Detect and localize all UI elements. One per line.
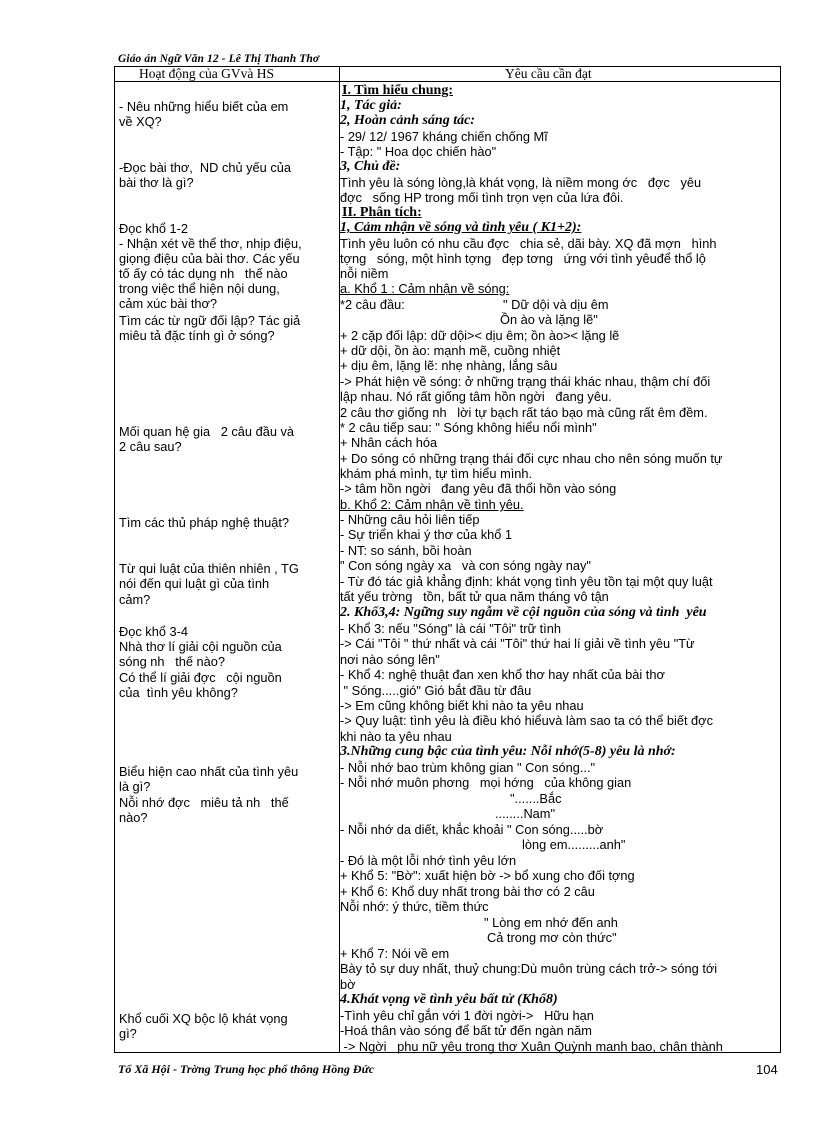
- left-text: sóng nh thế nào?: [119, 654, 226, 669]
- subheading: 4.Khát vọng về tình yêu bất tử (Khổ8): [340, 992, 558, 1007]
- left-text: Có thể lí giải đợc cội nguồn: [119, 670, 282, 685]
- right-text: -Tình yêu chỉ gắn với 1 đời ngời-> Hữu hạn: [340, 1008, 594, 1023]
- right-text: -> Quy luật: tình yêu là điều khó hiểuvà làm sao ta có thể biết đợc: [340, 713, 713, 728]
- right-text: - Khổ 3: nếu "Sóng" là cái "Tôi" trữ tình: [340, 621, 561, 636]
- left-text: Tìm các từ ngữ đối lập? Tác giả: [119, 313, 301, 328]
- page-header: Giáo án Ngữ Văn 12 - Lê Thị Thanh Thơ: [118, 53, 320, 65]
- left-text: giọng điệu của bài thơ. Các yếu: [119, 251, 300, 266]
- right-text: - Những câu hỏi liên tiếp: [340, 512, 480, 527]
- right-text: 2 câu thơ giống nh lời tự bạch rất táo bạo mà cũng rất êm đềm.: [340, 405, 708, 420]
- right-text: - Từ đó tác giả khẳng định: khát vọng tình yêu tồn tại một quy luật: [340, 574, 713, 589]
- poem-quote: ........Nam": [495, 806, 556, 821]
- poem-quote: Cả trong mơ còn thức": [487, 930, 617, 945]
- right-text: + dữ dội, ồn ào: mạnh mẽ, cuồng nhiệt: [340, 343, 561, 358]
- left-text: trong việc thể hiện nội dung,: [119, 281, 280, 296]
- right-text: - Sự triển khai ý thơ của khổ 1: [340, 527, 513, 542]
- section-heading: II. Phân tích:: [342, 205, 422, 220]
- left-text: Tìm các thủ pháp nghệ thuật?: [119, 515, 290, 530]
- subheading: 1, Tác giả:: [340, 98, 402, 113]
- right-text: * 2 câu tiếp sau: " Sóng không hiểu nổi mình": [340, 420, 597, 435]
- left-text: tố ấy có tác dụng nh thế nào: [119, 266, 288, 281]
- left-text: 2 câu sau?: [119, 439, 182, 454]
- right-text: -> Phát hiện về sóng: ở những trạng thái khác nhau, thậm chí đối: [340, 374, 711, 389]
- right-text: lập nhau. Nó rất giống tâm hồn ngời đang yêu.: [340, 389, 612, 404]
- right-text: bờ: [340, 977, 356, 992]
- page-number: 104: [756, 1062, 778, 1077]
- right-text: khám phá mình, tự tìm hiểu mình.: [340, 466, 533, 481]
- subheading: 3, Chủ đề:: [340, 159, 401, 174]
- left-text: - Nêu những hiểu biết của em: [119, 99, 289, 114]
- right-text: - NT: so sánh, bồi hoàn: [340, 543, 472, 558]
- subheading: 2. Khổ3,4: Ngững suy ngẫm về cội nguồn của sóng và tình yêu: [340, 605, 707, 620]
- right-text: tất yếu trờng tồn, bất tử qua năm tháng vô tận: [340, 589, 609, 604]
- poem-quote: Ồn ào và lặng lẽ": [500, 312, 598, 327]
- poem-quote: ".......Bắc: [510, 791, 562, 806]
- right-text: -> Cái "Tôi " thứ nhất và cái "Tôi" thứ hai lí giải về tình yêu "Từ: [340, 636, 695, 651]
- left-text: Nỗi nhớ đợc miêu tả nh thế: [119, 795, 289, 810]
- right-text: -> Em cũng không biết khi nào ta yêu nhau: [340, 698, 584, 713]
- subheading: 2, Hoàn cảnh sáng tác:: [340, 113, 475, 128]
- right-text: + dịu êm, lặng lẽ: nhẹ nhàng, lắng sâu: [340, 358, 558, 373]
- header-divider: [115, 81, 780, 82]
- left-text: Từ qui luật của thiên nhiên , TG: [119, 561, 299, 576]
- right-text: Tình yêu luôn có nhu cầu đợc chia sẻ, dãi bày. XQ đã mợn hình: [340, 236, 717, 251]
- right-text: tợng sóng, một hình tợng đẹp tơng ứng với tình yêuđể thổ lộ: [340, 251, 706, 266]
- left-text: bài thơ là gì?: [119, 175, 194, 190]
- section-heading: I. Tìm hiểu chung:: [342, 83, 453, 98]
- left-text: Khổ cuối XQ bộc lộ khát vọng: [119, 1011, 288, 1026]
- poem-quote: " Lòng em nhớ đến anh: [484, 915, 618, 930]
- right-text: -> tâm hồn ngời đang yêu đã thổi hồn vào sóng: [340, 481, 617, 496]
- left-text: Nhà thơ lí giải cội nguồn của: [119, 639, 282, 654]
- left-text: Biểu hiện cao nhất của tình yêu: [119, 764, 299, 779]
- right-text: Bày tỏ sự duy nhất, thuỷ chung:Dù muôn trùng cách trở-> sóng tới: [340, 961, 718, 976]
- left-text: - Nhận xét về thể thơ, nhịp điệu,: [119, 236, 302, 251]
- right-text: nỗi niềm: [340, 266, 389, 281]
- right-text: - Tập: " Hoa dọc chiến hào": [340, 144, 497, 159]
- left-text: -Đọc bài thơ, ND chủ yếu của: [119, 160, 291, 175]
- subheading: 1, Cảm nhận về sóng và tình yêu ( K1+2):: [340, 220, 582, 235]
- right-text: - 29/ 12/ 1967 kháng chiến chống Mĩ: [340, 129, 548, 144]
- poem-quote: lòng em.........anh": [522, 837, 626, 852]
- right-text: Tình yêu là sóng lòng,là khát vọng, là niềm mong ớc đợc yêu: [340, 175, 702, 190]
- right-text: - Nỗi nhớ muôn phơng mọi hớng của không gian: [340, 775, 632, 790]
- right-text: + 2 cặp đối lập: dữ dội>< dịu êm; ồn ào>< lặng lẽ: [340, 328, 620, 343]
- right-text: b. Khổ 2: Cảm nhận về tình yêu.: [340, 497, 524, 512]
- left-text: về XQ?: [119, 114, 162, 129]
- right-text: + Khổ 6: Khổ duy nhất trong bài thơ có 2 câu: [340, 884, 595, 899]
- right-text: " Con sóng ngày xa và con sóng ngày nay": [340, 558, 591, 573]
- right-text: + Nhân cách hóa: [340, 435, 438, 450]
- left-text: cảm?: [119, 592, 151, 607]
- right-text: Nỗi nhớ: ý thức, tiềm thức: [340, 899, 489, 914]
- column-header-requirements: Yêu cầu cần đạt: [505, 66, 592, 81]
- page-footer: Tổ Xã Hội - Trờng Trung học phổ thông Hồng Đức: [118, 1062, 375, 1076]
- right-text: - Nỗi nhớ bao trùm không gian " Con sóng...": [340, 760, 596, 775]
- left-text: là gì?: [119, 779, 151, 794]
- right-text: " Sóng.....gió" Gió bắt đầu từ đâu: [340, 683, 532, 698]
- right-text: nơi nào sóng lên": [340, 652, 440, 667]
- left-text: của tình yêu không?: [119, 685, 238, 700]
- left-text: Đọc khổ 3-4: [119, 624, 188, 639]
- right-text: + Khổ 5: "Bờ": xuất hiện bờ -> bổ xung cho đối tợng: [340, 868, 635, 883]
- right-text: -Hoá thân vào sóng để bất tử đến ngàn năm: [340, 1023, 592, 1038]
- poem-quote: " Dữ dội và dịu êm: [503, 297, 609, 312]
- right-text: + Do sóng có những trạng thái đối cực nhau cho nên sóng muốn tự: [340, 451, 723, 466]
- left-text: nói đến qui luật gì của tình: [119, 576, 270, 591]
- right-text: *2 câu đầu:: [340, 297, 405, 312]
- left-text: Mối quan hệ gia 2 câu đầu và: [119, 424, 295, 439]
- right-text: đợc sống HP trong mối tình trọn vẹn của lứa đôi.: [340, 190, 624, 205]
- column-header-activities: Hoạt động của GVvà HS: [139, 66, 274, 81]
- left-text: cảm xúc bài thơ?: [119, 296, 218, 311]
- left-text: gì?: [119, 1026, 137, 1041]
- right-text: a. Khổ 1 : Cảm nhận về sóng:: [340, 281, 510, 296]
- right-text: - Nỗi nhớ da diết, khắc khoải " Con sóng.....bờ: [340, 822, 604, 837]
- right-text: - Đó là một lỗi nhớ tình yêu lớn: [340, 853, 517, 868]
- left-text: miêu tả đặc tính gì ở sóng?: [119, 328, 275, 343]
- right-text: khi nào ta yêu nhau: [340, 729, 452, 744]
- left-text: Đọc khổ 1-2: [119, 221, 188, 236]
- right-text: + Khổ 7: Nói về em: [340, 946, 450, 961]
- left-text: nào?: [119, 810, 148, 825]
- right-text: -> Ngời phụ nữ yêu trong thơ Xuân Quỳnh mạnh bạo, chân thành: [340, 1039, 723, 1054]
- subheading: 3.Những cung bậc của tình yêu: Nỗi nhớ(5-8) yêu là nhớ:: [340, 744, 676, 759]
- right-text: - Khổ 4: nghệ thuật đan xen khổ thơ hay nhất của bài thơ: [340, 667, 665, 682]
